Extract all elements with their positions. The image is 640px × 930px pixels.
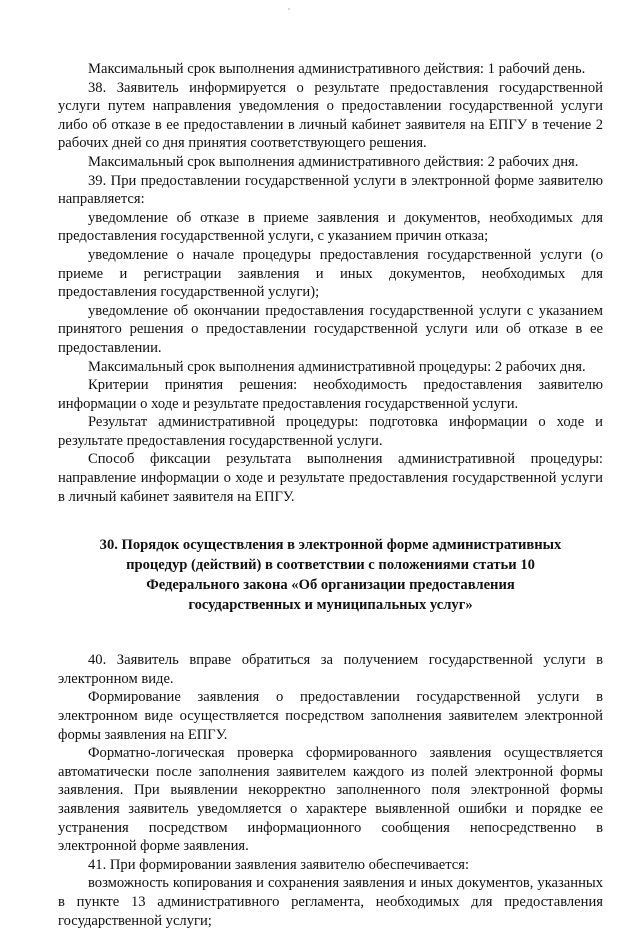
paragraph: Максимальный срок выполнения административного действия: 2 рабочих дня. xyxy=(88,153,579,170)
paragraph: Способ фиксации результата выполнения административной процедуры: направление информации о ходе и результате предоставления государственной услуги в личный кабинет заявителя на ЕПГУ. xyxy=(58,451,603,505)
paragraph: 38. Заявитель информируется о результате предоставления государственной услуги путем направления уведомления о предоставлении государственной услуги либо об отказе в ее предоставлении в личный кабинет заявителя на ЕПГУ в течение 2 рабочих дней со дня принятия соответствующего решения. xyxy=(58,79,603,152)
paragraph: 41. При формировании заявления заявителю обеспечивается: xyxy=(88,856,470,873)
paragraph: 40. Заявитель вправе обратиться за получением государственной услуги в электронном виде. xyxy=(58,652,603,687)
paragraph: возможность копирования и сохранения заявления и иных документов, указанных в пункте 13 административного регламента, необходимых для предоставления государственной услуги; xyxy=(58,875,603,929)
paragraph: Форматно-логическая проверка сформированного заявления осуществляется автоматически после заполнения заявителем каждого из полей электронной формы заявления. При выявлении некорректно заполненного поля электронной формы заявления заявитель уведомляется о характере выявленной ошибки и порядке ее устранения посредством информационного сообщения непосредственно в электронной форме заявления. xyxy=(58,745,603,855)
heading-line: государственных и муниципальных услуг» xyxy=(188,597,473,614)
heading-line: 30. Порядок осуществления в электронной форме административных xyxy=(99,537,562,554)
paragraph: Максимальный срок выполнения административной процедуры: 2 рабочих дня. xyxy=(88,358,586,375)
paragraph: Максимальный срок выполнения административного действия: 1 рабочий день. xyxy=(88,61,586,77)
scan-mark xyxy=(288,8,290,10)
heading-line: Федерального закона «Об организации предоставления xyxy=(146,577,515,594)
paragraph: 39. При предоставлении государственной услуги в электронной форме заявителю направляется: xyxy=(58,172,603,208)
document-page xyxy=(58,60,603,930)
paragraph: Результат административной процедуры: подготовка информации о ходе и результате предоставления государственной услуги. xyxy=(58,414,603,449)
paragraph: Формирование заявления о предоставлении государственной услуги в электронном виде осуществляется посредством заполнения заявителем электронной формы заявления на ЕПГУ. xyxy=(58,689,603,743)
paragraph: Критерии принятия решения: необходимость предоставления заявителю информации о ходе и результате предоставления государственной услуги. xyxy=(58,377,603,412)
heading-line: процедур (действий) в соответствии с положениями статьи 10 xyxy=(126,557,535,574)
paragraph: уведомление об окончании предоставления государственной услуги с указанием принятого решения о предоставлении государственной услуги или об отказе в ее предоставлении. xyxy=(58,302,603,356)
section-heading xyxy=(58,535,603,615)
paragraph: уведомление об отказе в приеме заявления и документов, необходимых для предоставления государственной услуги, с указанием причин отказа; xyxy=(58,209,603,245)
paragraph: уведомление о начале процедуры предоставления государственной услуги (о приеме и регистрации заявления и иных документов, необходимых для предоставления государственной услуги); xyxy=(58,246,603,301)
